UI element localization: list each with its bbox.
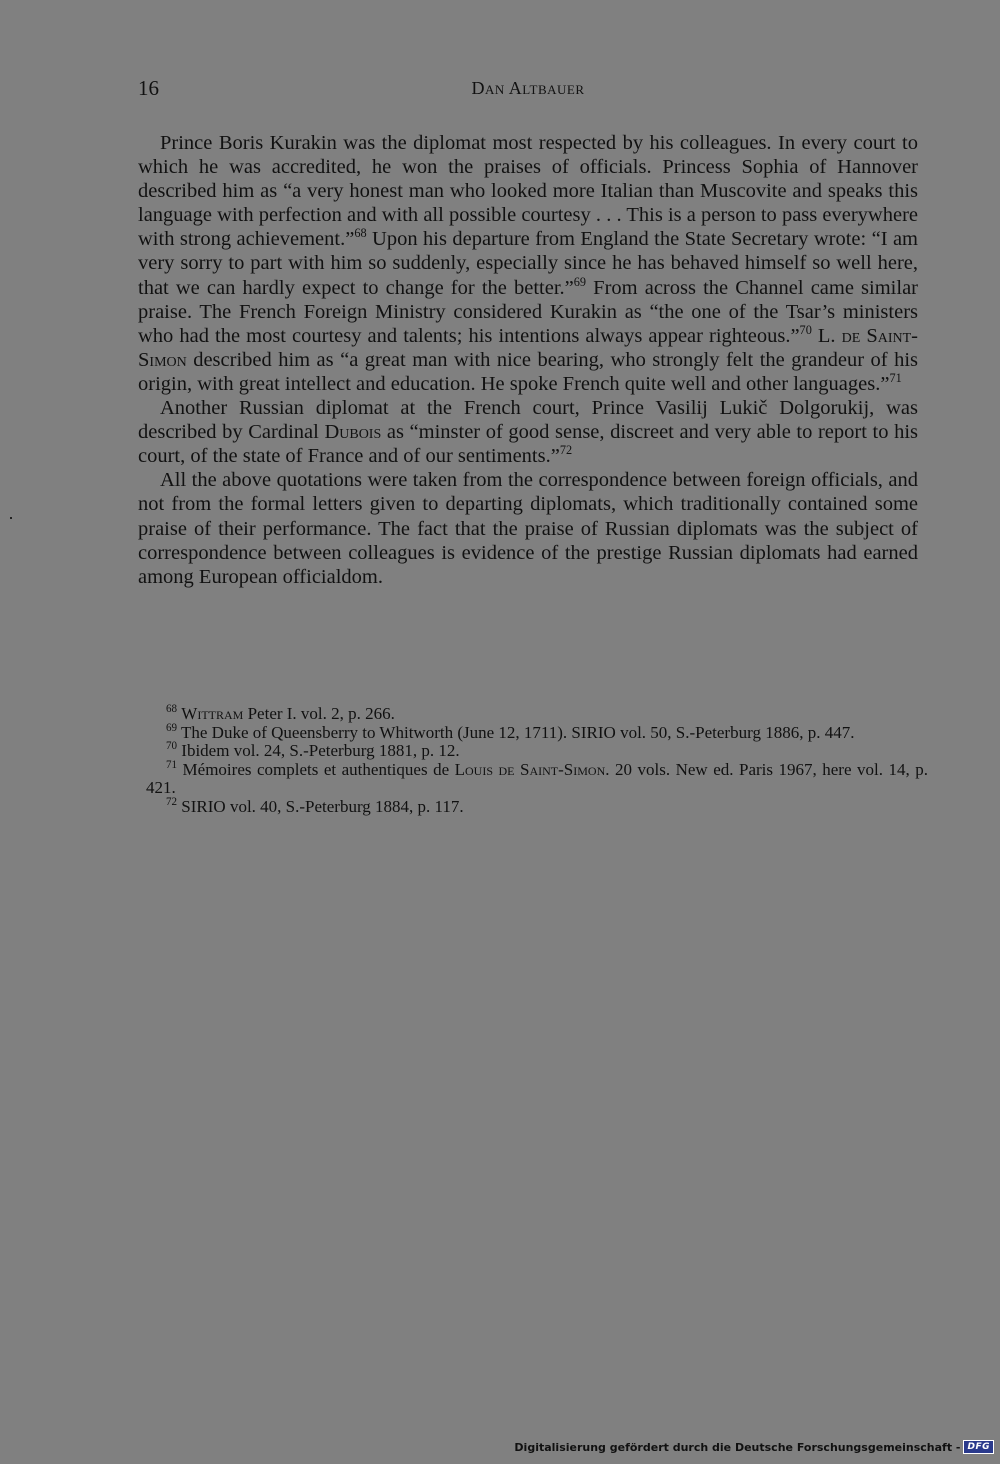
credit-text: Digitalisierung gefördert durch die Deutsche Forschungsgemeinschaft -	[514, 1440, 961, 1454]
paragraph-3	[138, 468, 918, 588]
footnote-number: 72	[166, 795, 178, 808]
text-span: L.	[811, 324, 842, 347]
footnote-ref-72[interactable]: 72	[559, 443, 573, 458]
footnote-number: 70	[166, 740, 178, 753]
text-span: Prince Boris Kurakin was the diplomat most respected by his colleagues. In every court to which he was accredited, he won the praises of officials. Princess Sophia of Hannover described him as “a very honest man who looked more Italian than Muscovite and speaks this language with perfection and with all possible courtesy . . . This is a person to pass everywhere with strong achievement.”	[138, 132, 918, 251]
footnote-71	[146, 758, 929, 798]
footnote-68	[146, 702, 928, 724]
paragraph-1	[138, 131, 918, 396]
page-header	[138, 76, 918, 102]
footnote-text: Peter I. vol. 2, p. 266.	[243, 704, 395, 723]
author-name: Louis de Saint-Simon	[454, 759, 606, 779]
text-span: as “minster of good sense, discreet and very able to report to his court, of the state of France and of our sentiments.”	[138, 421, 918, 468]
footnote-number: 68	[166, 702, 178, 715]
author-name: Dubois	[324, 421, 382, 444]
text-span: Another Russian diplomat at the French court, Prince Vasilij Lukič Dolgorukij, was described by Cardinal	[138, 397, 918, 444]
footnote-number: 69	[166, 721, 178, 734]
footnote-text: . 20 vols. New ed. Paris 1967, here vol. 14, p. 421.	[146, 759, 929, 798]
footnote-69	[146, 721, 928, 743]
footnotes	[146, 702, 929, 817]
footnote-text: Ibidem vol. 24, S.-Peterburg 1881, p. 12.	[177, 741, 460, 761]
main-text	[138, 131, 918, 589]
author-name: Wittram	[181, 704, 244, 723]
footnote-70	[146, 742, 928, 761]
footnote-ref-70[interactable]: 70	[799, 322, 812, 337]
footnote-ref-69[interactable]: 69	[573, 274, 587, 289]
dfg-logo-icon: DFG	[963, 1440, 994, 1454]
author-name: de Saint-Simon	[138, 324, 918, 371]
footnote-number: 71	[166, 758, 178, 771]
footnote-text: Mémoires complets et authentiques de	[177, 759, 455, 779]
footnote-72	[146, 795, 928, 817]
paragraph-2	[138, 396, 918, 468]
text-span: described him as “a great man with nice bearing, who strongly felt the grandeur of his origin, with great intellect and education. He spoke French quite well and other languages.”	[138, 348, 918, 395]
footnote-text: SIRIO vol. 40, S.-Peterburg 1884, p. 117.	[177, 796, 464, 816]
footnote-text: The Duke of Queensberry to Whitworth (June 12, 1711). SIRIO vol. 50, S.-Peterburg 1886, p. 447.	[177, 722, 855, 742]
digitization-credit	[514, 1438, 994, 1456]
scan-artifact	[10, 517, 12, 519]
text-span: Upon his departure from England the State Secretary wrote: “I am very sorry to part with him so suddenly, especially since he has behaved himself so well here, that we can hardly expect to change for the better.”	[138, 228, 918, 299]
footnote-ref-71[interactable]: 71	[889, 370, 902, 385]
footnote-ref-68[interactable]: 68	[354, 226, 367, 241]
text-span: All the above quotations were taken from the correspondence between foreign officials, and not from the formal letters given to departing diplomats, which traditionally contained some praise of their performance. The fact that the praise of Russian diplomats was the subject of correspondence between colleagues is evidence of the prestige Russian diplomats had earned among European officialdom.	[138, 469, 918, 588]
page-number: 16	[138, 76, 159, 100]
text-span: From across the Channel came similar praise. The French Foreign Ministry considered Kurakin as “the one of the Tsar’s ministers who had the most courtesy and talents; his intentions always appear righteous.”	[138, 276, 918, 347]
running-head: Dan Altbauer	[471, 78, 585, 98]
